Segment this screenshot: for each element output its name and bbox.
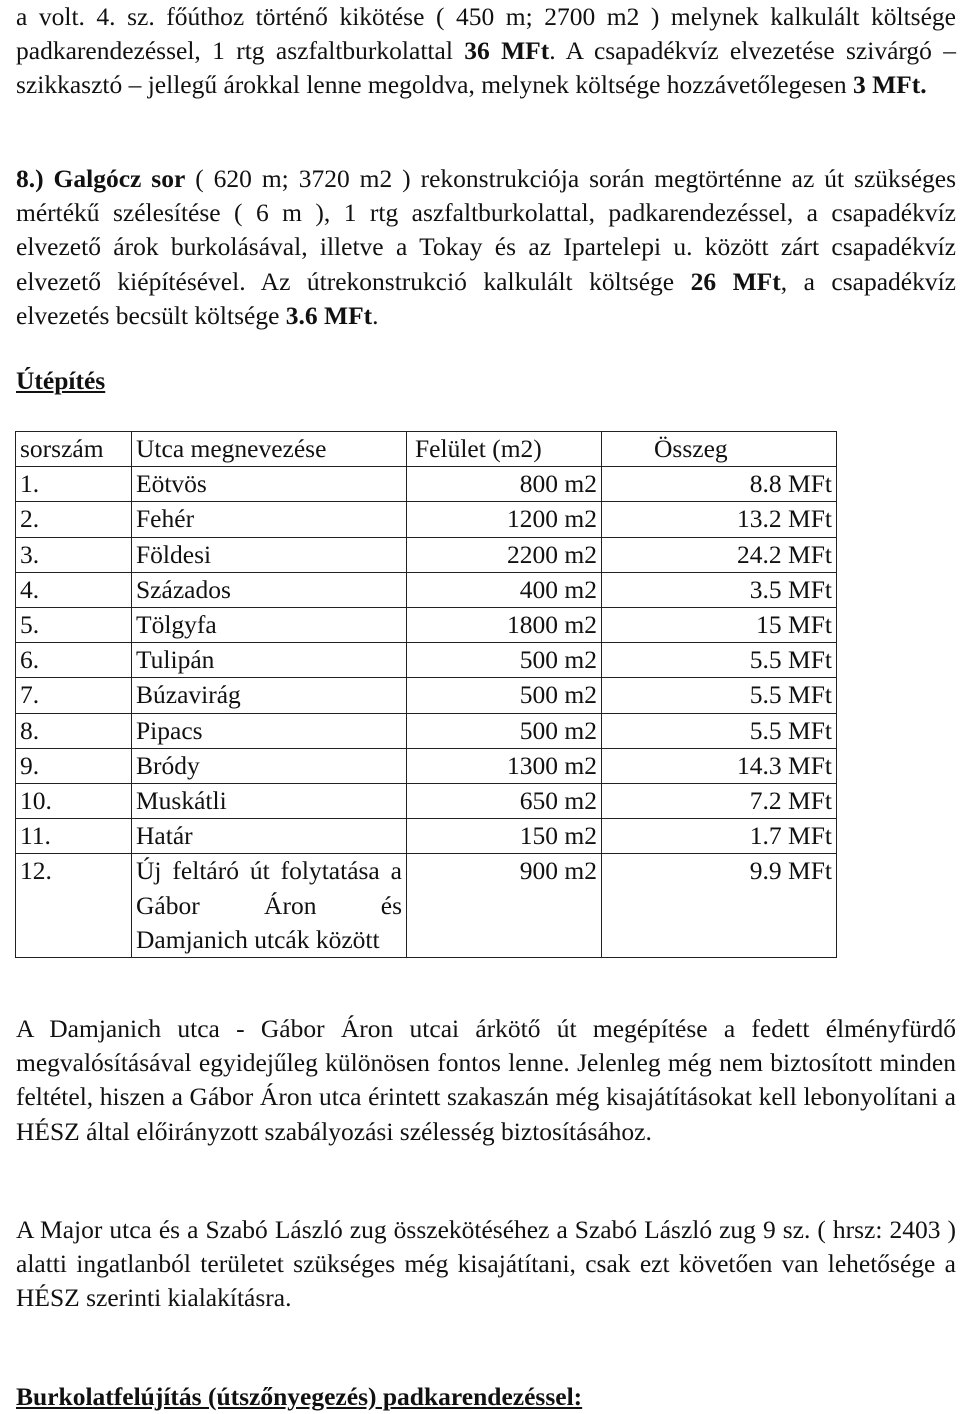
row-amount: 13.2 MFt — [602, 502, 837, 537]
row-amount: 24.2 MFt — [602, 537, 837, 572]
table-row — [16, 467, 837, 502]
header-area: Felület (m2) — [407, 432, 602, 467]
row-area: 150 m2 — [407, 819, 602, 854]
row-area: 800 m2 — [407, 467, 602, 502]
table-row — [16, 643, 837, 678]
row-street-name: Fehér — [132, 502, 407, 537]
row-number: 9. — [16, 748, 132, 783]
table-row — [16, 608, 837, 643]
item8-text1: ( 620 m; 3720 m2 ) rekonstrukciója során megtörténne az út szükséges mértékű szélesítése ( 6 m ), 1 rtg aszfaltburkolattal, padkarendezéssel, a csapadékvíz elvezető árok burkolásával, illetve a Tokay és az Ipartelepi u. között zárt csapadékvíz elvezető kiépítésével. Az útrekonstrukció kalkulált költsége — [16, 164, 957, 296]
row-amount: 8.8 MFt — [602, 467, 837, 502]
table-row — [16, 678, 837, 713]
table-row — [16, 748, 837, 783]
row-number: 10. — [16, 784, 132, 819]
table-row — [16, 572, 837, 607]
row-street-name: Tölgyfa — [132, 608, 407, 643]
intro-paragraph — [16, 0, 956, 103]
row-area: 500 m2 — [407, 678, 602, 713]
row-amount: 3.5 MFt — [602, 572, 837, 607]
item8-text2: , a csapadékvíz elvezetés becsült költsége — [16, 266, 956, 330]
header-amount: Összeg — [602, 432, 837, 467]
intro-text-part1: a volt. 4. sz. főúthoz történő kikötése ( 450 m; 2700 m2 ) melynek kalkulált költsége padkarendezéssel, 1 rtg aszfaltburkolattal — [16, 2, 956, 66]
row-number: 4. — [16, 572, 132, 607]
table-row — [16, 713, 837, 748]
header-street-name: Utca megnevezése — [132, 432, 407, 467]
intro-cost-36: 36 MFt — [464, 36, 550, 66]
row-number: 5. — [16, 608, 132, 643]
row-amount: 5.5 MFt — [602, 678, 837, 713]
row-street-name: Százados — [132, 572, 407, 607]
row-street-name: Eötvös — [132, 467, 407, 502]
row-area: 500 m2 — [407, 713, 602, 748]
section-title-burkolatfelujitas: Burkolatfelújítás (útszőnyegezés) padkarendezéssel: — [16, 1382, 583, 1411]
row-street-name: Földesi — [132, 537, 407, 572]
row-area: 650 m2 — [407, 784, 602, 819]
table-header-row — [16, 432, 837, 467]
row-area: 1800 m2 — [407, 608, 602, 643]
row-area: 400 m2 — [407, 572, 602, 607]
table-row — [16, 854, 837, 958]
row-number: 2. — [16, 502, 132, 537]
intro-cost-3: 3 MFt. — [852, 70, 927, 100]
major-paragraph: A Major utca és a Szabó László zug összekötéséhez a Szabó László zug 9 sz. ( hrsz: 2403 ) alatti ingatlanból területet szükséges még kisajátítani, csak ezt követően van lehetősége a HÉSZ szerinti kialakításra. — [16, 1215, 956, 1313]
table-row — [16, 784, 837, 819]
row-area: 900 m2 — [407, 854, 602, 958]
row-street-name: Tulipán — [132, 643, 407, 678]
row-amount: 15 MFt — [602, 608, 837, 643]
row-amount: 5.5 MFt — [602, 643, 837, 678]
row-amount: 7.2 MFt — [602, 784, 837, 819]
table-row — [16, 537, 837, 572]
item8-title: 8.) Galgócz sor — [16, 164, 186, 193]
row-number: 12. — [16, 854, 132, 958]
row-street-name: Új feltáró út folytatása a Gábor Áron és Damjanich utcák között — [132, 854, 407, 958]
row-area: 2200 m2 — [407, 537, 602, 572]
row-number: 11. — [16, 819, 132, 854]
row-amount: 14.3 MFt — [602, 748, 837, 783]
row-street-name: Búzavirág — [132, 678, 407, 713]
table-row — [16, 819, 837, 854]
item8-paragraph — [16, 162, 956, 333]
row-area: 1300 m2 — [407, 748, 602, 783]
table-row — [16, 502, 837, 537]
intro-text-part2: . A csapadékvíz elvezetése szivárgó – szikkasztó – jellegű árokkal lenne megoldva, melynek költsége hozzávetőlegesen — [16, 36, 957, 100]
row-area: 500 m2 — [407, 643, 602, 678]
row-street-name: Pipacs — [132, 713, 407, 748]
section-title-utepites: Útépítés — [16, 366, 106, 395]
item8-cost-road: 26 MFt — [690, 266, 781, 296]
row-number: 6. — [16, 643, 132, 678]
row-amount: 9.9 MFt — [602, 854, 837, 958]
row-number: 8. — [16, 713, 132, 748]
header-number: sorszám — [16, 432, 132, 467]
row-street-name: Határ — [132, 819, 407, 854]
row-number: 7. — [16, 678, 132, 713]
row-street-name: Muskátli — [132, 784, 407, 819]
damjanich-paragraph: A Damjanich utca - Gábor Áron utcai árkötő út megépítése a fedett élményfürdő megvalósításával egyidejűleg különösen fontos lenne. Jelenleg még nem biztosított minden feltétel, hiszen a Gábor Áron utca érintett szakaszán még kisajátításokat kell lebonyolítani a HÉSZ által előirányzott szabályozási szélesség biztosításához. — [16, 1014, 956, 1146]
road-table — [15, 431, 837, 958]
row-area: 1200 m2 — [407, 502, 602, 537]
item8-cost-drainage: 3.6 MFt — [285, 300, 373, 330]
row-number: 3. — [16, 537, 132, 572]
row-street-name: Bródy — [132, 748, 407, 783]
row-number: 1. — [16, 467, 132, 502]
row-amount: 1.7 MFt — [602, 819, 837, 854]
row-amount: 5.5 MFt — [602, 713, 837, 748]
item8-text3: . — [372, 300, 379, 330]
